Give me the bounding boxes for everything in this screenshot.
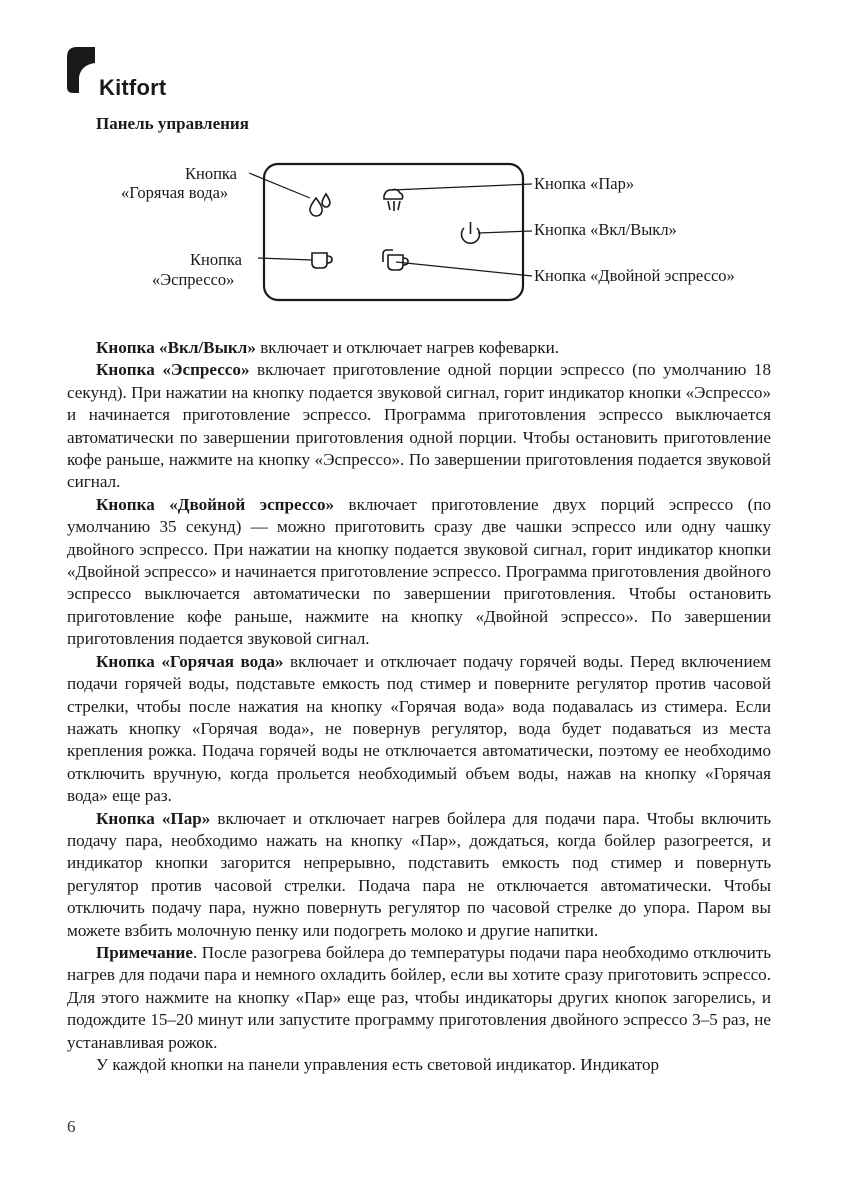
double-espresso-label: Кнопка «Двойной эспрессо» <box>534 266 735 285</box>
leader-double-espresso <box>396 262 532 276</box>
paragraph-text: включает и отключает подачу горячей воды. Перед включением подачи горячей воды, подставьте емкость под стимер и поверните регулятор против часовой стрелки, чтобы после нажатия на кнопку «Горячая вода» вода подавалась из стимера. Если нажать кнопку «Горячая вода», не повернув регулятор, вода будет подаваться из места крепления рожка. Подача горячей воды не отключается автоматически, поэтому ее необходимо отключить вручную, когда прольется необходимый объем воды, нажав на кнопку «Горячая вода» еще раз. <box>67 651 771 806</box>
leader-steam <box>392 184 532 190</box>
paragraph-text: включает приготовление двух порций эспрессо (по умолчанию 35 секунд) — можно приготовить сразу две чашки эспрессо или одну чашку двойного эспрессо. При нажатии на кнопку подается звуковой сигнал, горит индикатор кнопки «Двойной эспрессо» и начинается приготовление эспрессо. Программа приготовления двойного эспрессо выключается автоматически по завершении приготовления. Чтобы остановить приготовление кофе раньше, нажмите на кнопку «Двойной эспрессо». По завершении приготовления подается звуковой сигнал. <box>67 494 772 649</box>
leader-hot-water <box>249 173 310 198</box>
paragraph-lead: Кнопка «Пар» <box>96 808 211 828</box>
control-panel-outline <box>264 164 523 300</box>
steam-label: Кнопка «Пар» <box>534 174 635 193</box>
paragraph-double-espresso <box>67 494 771 651</box>
hot-water-label-line2: «Горячая вода» <box>121 183 229 202</box>
page-number: 6 <box>67 1117 76 1136</box>
paragraph-note <box>67 942 771 1054</box>
paragraph-text: включает и отключает нагрев кофеварки. <box>255 338 559 357</box>
brand-logo-text: Kitfort <box>99 75 167 100</box>
water-drops-icon <box>310 194 330 216</box>
paragraph-steam <box>67 808 771 942</box>
espresso-label: Кнопка <box>190 250 243 269</box>
paragraph-power <box>67 337 771 359</box>
power-icon <box>461 222 479 243</box>
paragraph-hot-water <box>67 651 771 808</box>
paragraph-text: включает приготовление одной порции эспрессо (по умолчанию 18 секунд). При нажатии на кнопку подается звуковой сигнал, горит индикатор кнопки «Эспрессо» и начинается приготовление эспрессо. Программа приготовления эспрессо выключается автоматически по завершении приготовления одной порции. Чтобы остановить приготовление кофе раньше, нажмите на кнопку «Эспрессо». По завершении приготовления подается звуковой сигнал. <box>67 360 771 492</box>
hot-water-label: Кнопка <box>185 164 238 183</box>
paragraph-indicators <box>67 1054 771 1076</box>
power-label: Кнопка «Вкл/Выкл» <box>534 220 677 239</box>
paragraph-text: включает и отключает нагрев бойлера для подачи пара. Чтобы включить подачу пара, необходимо нажать на кнопку «Пар», дождаться, когда бойлер разогреется, и индикатор кнопки загорится непрерывно, подставить емкость под стимер и повернуть регулятор против часовой стрелки. Подача пара не отключается автоматически. Чтобы отключить подачу пара, нужно повернуть регулятор по часовой стрелке до упора. Паром вы можете взбить молочную пенку или подогреть молоко и другие напитки. <box>67 808 771 940</box>
double-espresso-cup-icon <box>383 250 408 270</box>
paragraph-lead: Примечание <box>96 942 193 962</box>
paragraph-text: . После разогрева бойлера до температуры подачи пара необходимо отключить нагрев для подачи пара и немного охладить бойлер, если вы хотите сразу приготовить эспрессо. Для этого нажмите на кнопку «Пар» еще раз, чтобы индикаторы других кнопок загорелись, и подождите 15–20 минут или запустите программу приготовления двойного эспрессо 3–5 раз, не устанавливая рожок. <box>67 942 771 1052</box>
steam-cup-icon <box>384 189 403 211</box>
instructions-body <box>67 337 771 1076</box>
paragraph-espresso <box>67 359 771 493</box>
paragraph-lead: Кнопка «Горячая вода» <box>96 651 284 671</box>
espresso-label-line2: «Эспрессо» <box>152 270 235 289</box>
leader-espresso <box>258 258 312 260</box>
paragraph-lead: Кнопка «Эспрессо» <box>96 360 250 380</box>
espresso-cup-icon <box>312 253 332 268</box>
paragraph-lead: Кнопка «Двойной эспрессо» <box>96 494 335 514</box>
section-title: Панель управления <box>96 114 249 133</box>
paragraph-text: У каждой кнопки на панели управления есть световой индикатор. Индикатор <box>96 1055 660 1074</box>
paragraph-lead: Кнопка «Вкл/Выкл» <box>96 338 256 357</box>
